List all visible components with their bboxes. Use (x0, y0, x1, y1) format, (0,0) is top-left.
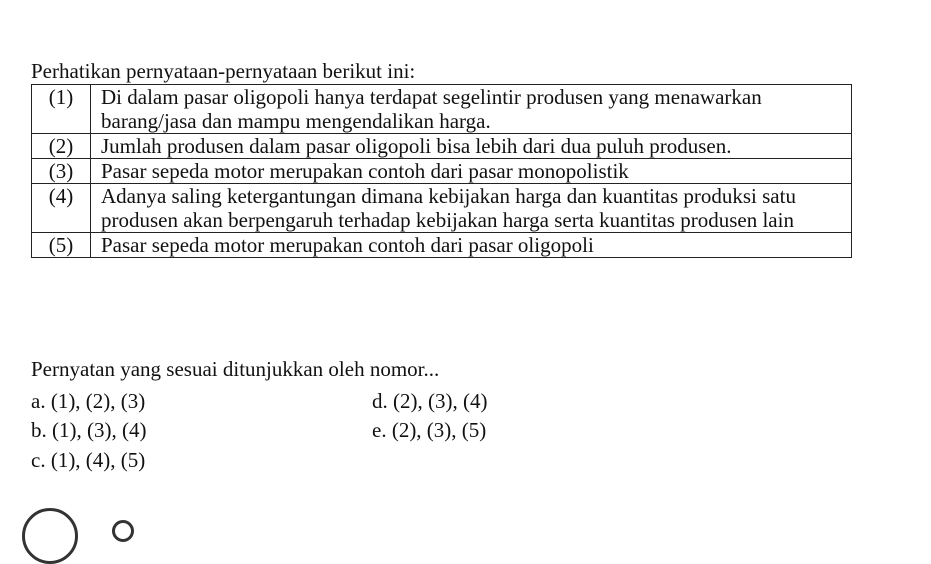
partial-glyph-icon (112, 520, 134, 542)
option-e[interactable]: e. (2), (3), (5) (372, 418, 487, 442)
option-b[interactable]: b. (1), (3), (4) (31, 418, 147, 442)
statement-text: Adanya saling ketergantungan dimana kebijakan harga dan kuantitas produksi satu produsen akan berpengaruh terhadap kebijakan harga serta kuantitas produsen lain (91, 184, 852, 233)
table-row (32, 85, 852, 134)
statement-number: (3) (32, 159, 91, 184)
statement-number: (5) (32, 233, 91, 258)
option-c[interactable]: c. (1), (4), (5) (31, 448, 146, 472)
table-row (32, 134, 852, 159)
circle-icon (22, 508, 78, 564)
option-a[interactable]: a. (1), (2), (3) (31, 389, 146, 413)
statement-number: (1) (32, 85, 91, 134)
question-text: Pernyatan yang sesuai ditunjukkan oleh nomor... (31, 357, 440, 381)
table-row (32, 184, 852, 233)
table-row (32, 159, 852, 184)
statement-number: (4) (32, 184, 91, 233)
statement-text: Di dalam pasar oligopoli hanya terdapat segelintir produsen yang menawarkan barang/jasa dan mampu mengendalikan harga. (91, 85, 852, 134)
statement-text: Jumlah produsen dalam pasar oligopoli bisa lebih dari dua puluh produsen. (91, 134, 852, 159)
table-row (32, 233, 852, 258)
statement-text: Pasar sepeda motor merupakan contoh dari pasar monopolistik (91, 159, 852, 184)
option-d[interactable]: d. (2), (3), (4) (372, 389, 488, 413)
statement-number: (2) (32, 134, 91, 159)
statement-text: Pasar sepeda motor merupakan contoh dari pasar oligopoli (91, 233, 852, 258)
intro-text: Perhatikan pernyataan-pernyataan berikut ini: (31, 59, 416, 83)
statements-table (31, 84, 852, 258)
